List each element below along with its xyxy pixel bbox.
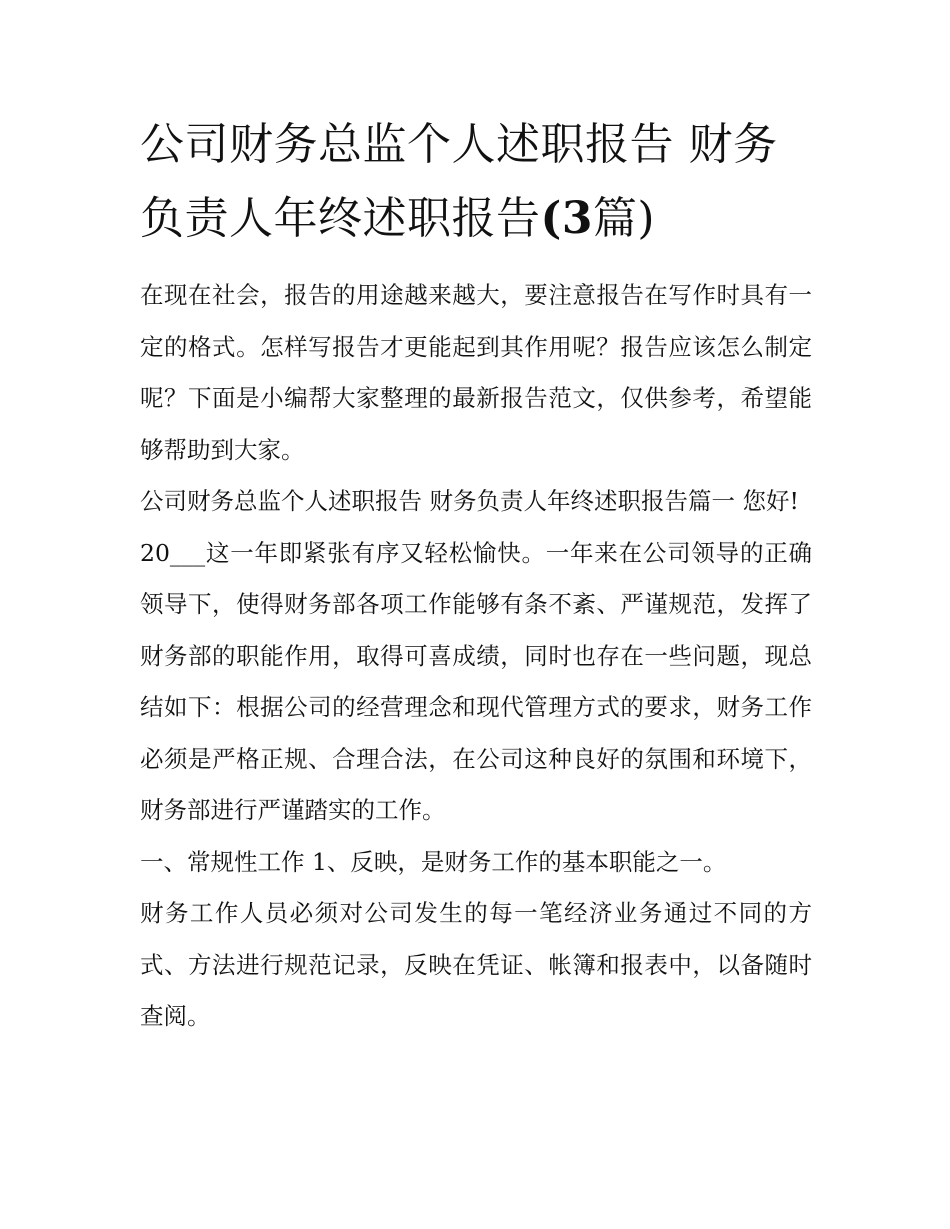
document-page (140, 108, 812, 1043)
paragraph-summary: 20___这一年即紧张有序又轻松愉快。一年来在公司领导的正确领导下，使得财务部各项工作能够有条不紊、严谨规范，发挥了财务部的职能作用，取得可喜成绩，同时也存在一些问题，现总结如下：根据公司的经营理念和现代管理方式的要求，财务工作必须是严格正规、合理合法，在公司这种良好的氛围和环境下，财务部进行严谨踏实的工作。 (140, 538, 812, 824)
paragraph-recording: 财务工作人员必须对公司发生的每一笔经济业务通过不同的方式、方法进行规范记录，反映在凭证、帐簿和报表中，以备随时查阅。 (140, 899, 812, 1030)
title-count: (3 (540, 193, 593, 244)
paragraph-routine-work: 一、常规性工作 1、反映，是财务工作的基本职能之一。 (140, 847, 727, 876)
paragraph-intro: 在现在社会，报告的用途越来越大，要注意报告在写作时具有一定的格式。怎样写报告才更能起到其作用呢？报告应该怎么制定呢？下面是小编帮大家整理的最新报告范文，仅供参考，希望能够帮助到大家。 (140, 281, 812, 464)
document-title: 公司财务总监个人述职报告 财务负责人年终述职报告(3篇) (140, 119, 778, 244)
paragraph-section-heading: 公司财务总监个人述职报告 财务负责人年终述职报告篇一 您好! (140, 487, 799, 515)
